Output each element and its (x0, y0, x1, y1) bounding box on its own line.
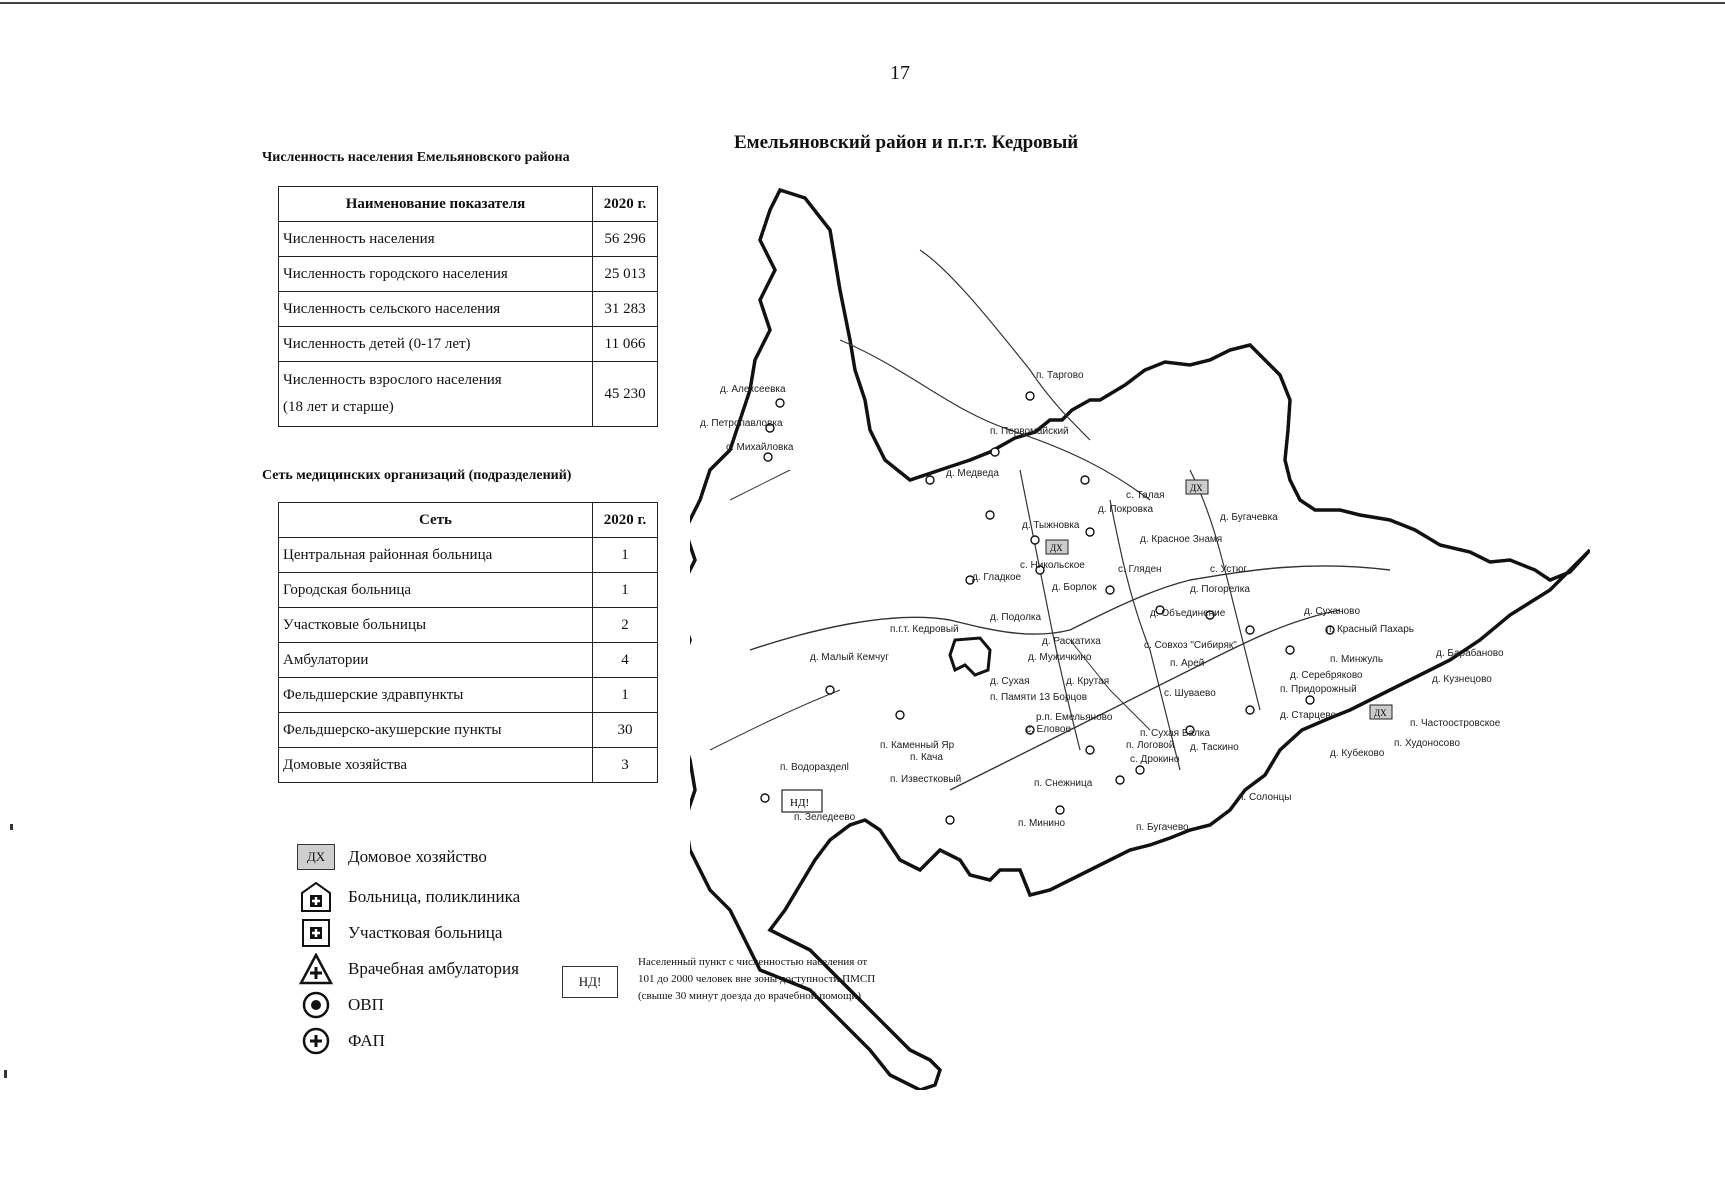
settlement-marker (764, 453, 772, 461)
row-value: 3 (593, 748, 658, 783)
row-value: 11 066 (593, 327, 658, 362)
settlement-marker (1056, 806, 1064, 814)
legend-symbol: ДХ (297, 844, 335, 870)
population-table (278, 186, 658, 427)
map-place-label: д. Красное Знамя (1140, 534, 1223, 545)
settlement-marker (776, 399, 784, 407)
map-place-label: д. Кубеково (1330, 748, 1385, 759)
settlement-marker (1106, 586, 1114, 594)
map-place-label: с. Никольское (1020, 560, 1085, 571)
map-place-label: п. Известковый (890, 774, 962, 785)
map-place-label: п. Первомайский (990, 426, 1069, 437)
row-label: Участковые больницы (279, 608, 593, 643)
population-table-title: Численность населения Емельяновского района (262, 150, 570, 165)
map-place-label: с. Дрокино (1130, 754, 1180, 765)
legend-label: ФАП (348, 1031, 385, 1050)
nd-marker-label: НД! (790, 797, 810, 809)
map-place-label: п. Памяти 13 Борцов (990, 692, 1088, 703)
map-place-label: п. Кача (910, 752, 943, 763)
legend-label: Домовое хозяйство (348, 847, 487, 866)
ovp-icon (296, 989, 336, 1021)
settlement-marker (1086, 528, 1094, 536)
table-row (279, 713, 658, 748)
map-place-label: п. Бугачево (1136, 822, 1189, 833)
map-place-label: п. Придорожный (1280, 684, 1357, 695)
row-value: 30 (593, 713, 658, 748)
map-place-label: д. Сухая (990, 676, 1030, 687)
settlement-marker (1246, 706, 1254, 714)
map-place-label: с. Михайловка (726, 442, 794, 453)
table-row (279, 748, 658, 783)
header-indicator-name: Наименование показателя (279, 187, 593, 222)
map-place-label: п. Снежница (1034, 778, 1093, 789)
map-place-label: п. Арей (1170, 658, 1205, 669)
legend-item (296, 1024, 385, 1058)
kedroviy-boundary (950, 638, 990, 675)
row-label: Численность населения (279, 222, 593, 257)
legend-label: ОВП (348, 995, 384, 1014)
map-place-label: п. Минжуль (1330, 654, 1384, 665)
map-place-label: п. Сухая Балка (1140, 728, 1210, 739)
map-place-label: д. Барабаново (1436, 648, 1504, 659)
table-row (279, 678, 658, 713)
map-place-label: д. Гладкое (972, 572, 1022, 583)
map-place-label: п. Зеледеево (794, 812, 856, 823)
map-place-label: д. Сухановo (1304, 606, 1361, 617)
settlement-marker (896, 711, 904, 719)
row-value: 31 283 (593, 292, 658, 327)
table-row (279, 573, 658, 608)
table-row (279, 362, 658, 427)
map-place-label: д. Таскино (1190, 742, 1239, 753)
map-place-label: п. Частоостровское (1410, 718, 1501, 729)
settlement-marker (1136, 766, 1144, 774)
nd-legend-symbol: НД! (562, 966, 618, 998)
table-row (279, 327, 658, 362)
legend-item (296, 952, 519, 986)
map-place-label: с. Устюг (1210, 564, 1247, 575)
map-place-label: д. Малый Кемчуг (810, 652, 889, 663)
fap-icon (296, 1025, 336, 1057)
row-label: Фельдшерско-акушерские пункты (279, 713, 593, 748)
table-row (279, 538, 658, 573)
table-header-row (279, 503, 658, 538)
table-row (279, 608, 658, 643)
map-place-label: д. Мужичкино (1028, 652, 1092, 663)
row-label: Домовые хозяйства (279, 748, 593, 783)
settlement-marker (926, 476, 934, 484)
nd-legend-text: Населенный пункт с численностью населения от 101 до 2000 человек вне зоны доступности ПМСП (свыше 30 минут доезда до врачебной помощи) (638, 956, 876, 1002)
settlement-marker (1286, 646, 1294, 654)
map-place-label: п. Солонцы (1238, 792, 1292, 803)
legend-label: Больница, поликлиника (348, 887, 521, 906)
map-place-label: д. Раскатиха (1042, 636, 1101, 647)
dx-marker-label: ДХ (1050, 543, 1063, 553)
row-label: Численность городского населения (279, 257, 593, 292)
map-place-label: с. Талая (1126, 490, 1165, 501)
row-label-line1: Численность взрослого населения (283, 372, 502, 388)
hospital-icon (296, 881, 336, 913)
map-place-label: д. Борлок (1052, 582, 1097, 593)
house-farm-icon (296, 841, 336, 873)
district-hospital-icon (296, 917, 336, 949)
settlement-marker (1081, 476, 1089, 484)
settlement-marker (761, 794, 769, 802)
map-place-label: д. Петропавловка (700, 418, 783, 429)
map-place-label: п. Худоносово (1394, 738, 1461, 749)
table-row (279, 643, 658, 678)
row-value: 1 (593, 538, 658, 573)
header-year: 2020 г. (593, 187, 658, 222)
settlement-marker (1116, 776, 1124, 784)
row-value: 1 (593, 573, 658, 608)
map-place-label: п.г.т. Кедровый (890, 624, 959, 635)
row-label (279, 362, 593, 427)
scan-mark (4, 1070, 7, 1078)
row-value: 2 (593, 608, 658, 643)
settlement-marker (1031, 536, 1039, 544)
map-place-label: д. Кузнецово (1432, 674, 1492, 685)
legend-item (296, 988, 384, 1022)
map-place-label: д. Объединение (1150, 608, 1226, 619)
river-line (920, 250, 1090, 440)
settlement-marker (1246, 626, 1254, 634)
page-number: 17 (890, 62, 910, 84)
row-label: Амбулатории (279, 643, 593, 678)
settlement-marker (991, 448, 999, 456)
legend-label: Участковая больница (348, 923, 503, 942)
map-place-label: д. Медведа (946, 468, 999, 479)
table-row (279, 222, 658, 257)
map-place-label: д. Алексеевка (720, 384, 786, 395)
row-label: Центральная районная больница (279, 538, 593, 573)
settlement-marker (986, 511, 994, 519)
settlement-marker (1086, 746, 1094, 754)
scan-mark (10, 824, 13, 830)
district-map (690, 170, 1590, 1090)
settlement-marker (826, 686, 834, 694)
row-value: 1 (593, 678, 658, 713)
network-table-title: Сеть медицинских организаций (подразделений) (262, 468, 572, 483)
header-network: Сеть (279, 503, 593, 538)
row-label: Фельдшерские здравпункты (279, 678, 593, 713)
row-label: Численность детей (0-17 лет) (279, 327, 593, 362)
map-place-label: с. Шуваево (1164, 688, 1216, 699)
map-place-label: д. Подолка (990, 612, 1042, 623)
legend-item (296, 880, 520, 914)
header-year: 2020 г. (593, 503, 658, 538)
row-value: 4 (593, 643, 658, 678)
table-row (279, 292, 658, 327)
map-place-label: п. Каменный Яр (880, 740, 955, 751)
map-place-label: п. Логовой (1126, 740, 1175, 751)
network-table (278, 502, 658, 783)
road-line (710, 690, 840, 750)
settlement-marker (1026, 392, 1034, 400)
map-place-label: п. Красный Пахарь (1326, 624, 1414, 635)
map-place-label: п. Таргово (1036, 370, 1084, 381)
map-place-label: д. Погорелка (1190, 584, 1250, 595)
page-top-border (0, 2, 1725, 4)
legend-item (296, 840, 487, 874)
table-header-row (279, 187, 658, 222)
row-value: 56 296 (593, 222, 658, 257)
row-label-line2: (18 лет и старше) (283, 399, 394, 415)
row-label: Городская больница (279, 573, 593, 608)
map-place-label: д. Старцево (1280, 710, 1337, 721)
map-title: Емельяновский район и п.г.т. Кедровый (734, 132, 1079, 153)
map-place-label: д. Крутая (1066, 676, 1110, 687)
map-place-label: д. Бугачевка (1220, 512, 1278, 523)
map-place-label: п. Минино (1018, 818, 1066, 829)
row-value: 45 230 (593, 362, 658, 427)
map-place-label: п. Водоразделl (780, 762, 849, 773)
map-labels (700, 370, 1504, 833)
legend-label: Врачебная амбулатория (348, 959, 519, 978)
map-place-label: с. Совхоз "Сибиряк" (1144, 640, 1237, 651)
legend-item (296, 916, 502, 950)
map-place-label: с. Гляден (1118, 564, 1162, 575)
map-place-label: д. Серебряково (1290, 670, 1363, 681)
map-place-label: д. Тыжновка (1022, 520, 1080, 531)
map-place-label: д. Покровка (1098, 504, 1154, 515)
row-value: 25 013 (593, 257, 658, 292)
row-label: Численность сельского населения (279, 292, 593, 327)
ambulatory-icon (296, 953, 336, 985)
map-place-label: с. Еловое (1026, 724, 1072, 735)
road-line (730, 470, 790, 500)
dx-marker-label: ДХ (1190, 483, 1203, 493)
dx-marker-label: ДХ (1374, 708, 1387, 718)
settlement-marker (946, 816, 954, 824)
map-place-label: р.п. Емельяново (1036, 712, 1113, 723)
table-row (279, 257, 658, 292)
road-line (1020, 470, 1080, 750)
settlement-marker (1306, 696, 1314, 704)
